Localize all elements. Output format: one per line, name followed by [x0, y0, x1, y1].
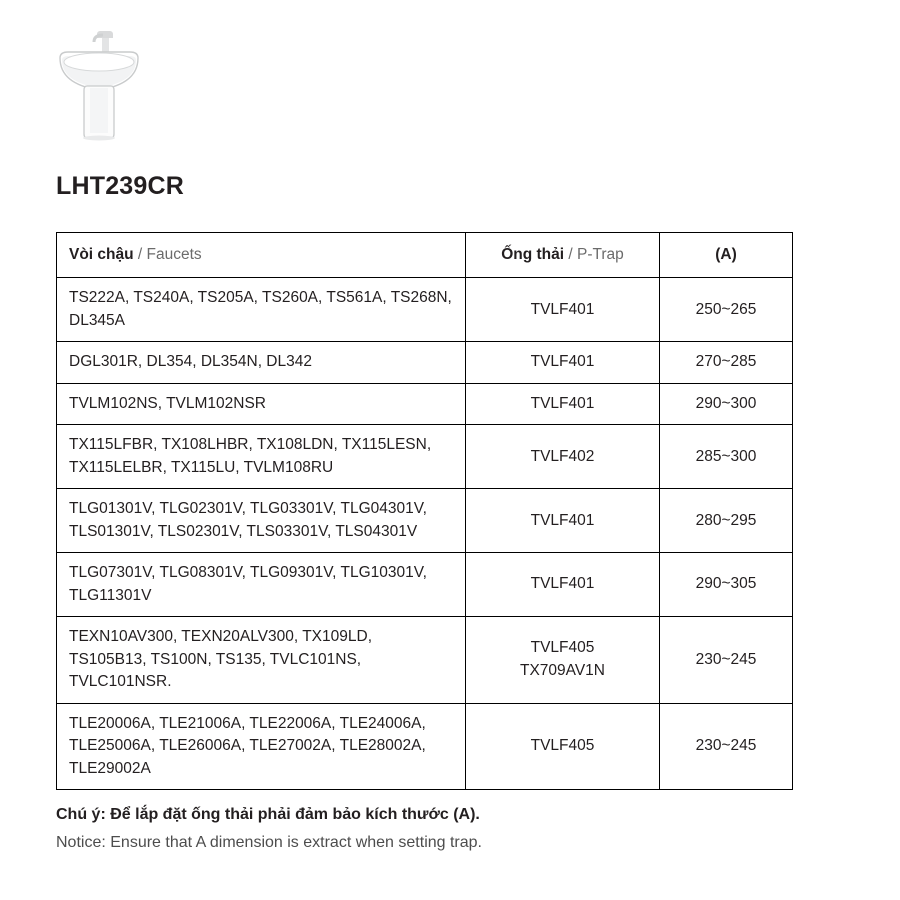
cell-trap: TVLF402	[466, 425, 660, 489]
cell-dimension: 285~300	[660, 425, 793, 489]
washbasin-illustration	[48, 22, 188, 142]
note-vietnamese: Chú ý: Để lắp đặt ống thải phải đảm bảo kích thước (A).	[56, 806, 480, 823]
header-dimension	[660, 233, 793, 278]
header-faucets-en: Faucets	[146, 246, 202, 263]
cell-trap: TVLF405 TX709AV1N	[466, 617, 660, 703]
header-faucets	[57, 233, 466, 278]
cell-dimension: 290~300	[660, 383, 793, 424]
table-row	[57, 553, 793, 617]
cell-dimension: 250~265	[660, 278, 793, 342]
spec-table	[56, 232, 793, 790]
cell-faucets: TLG01301V, TLG02301V, TLG03301V, TLG04301V, TLS01301V, TLS02301V, TLS03301V, TLS04301V	[57, 489, 466, 553]
header-trap-en: P-Trap	[576, 246, 624, 263]
page-title: LHT239CR	[56, 172, 185, 200]
cell-trap: TVLF401	[466, 278, 660, 342]
header-trap-separator: /	[564, 246, 577, 263]
cell-faucets: TVLM102NS, TVLM102NSR	[57, 383, 466, 424]
table-header	[57, 233, 793, 278]
cell-trap: TVLF401	[466, 489, 660, 553]
table-row	[57, 617, 793, 703]
cell-faucets: TEXN10AV300, TEXN20ALV300, TX109LD, TS105B13, TS100N, TS135, TVLC101NS, TVLC101NSR.	[57, 617, 466, 703]
cell-dimension: 280~295	[660, 489, 793, 553]
cell-dimension: 270~285	[660, 342, 793, 383]
note-english: Notice: Ensure that A dimension is extract when setting trap.	[56, 834, 482, 851]
table-row	[57, 278, 793, 342]
cell-trap: TVLF401	[466, 553, 660, 617]
header-faucets-separator: /	[133, 246, 147, 263]
cell-dimension: 230~245	[660, 617, 793, 703]
table-row	[57, 489, 793, 553]
table-body	[57, 278, 793, 790]
cell-faucets: DGL301R, DL354, DL354N, DL342	[57, 342, 466, 383]
header-trap-vi: Ống thải	[501, 246, 565, 263]
cell-faucets: TLG07301V, TLG08301V, TLG09301V, TLG10301V, TLG11301V	[57, 553, 466, 617]
cell-dimension: 230~245	[660, 703, 793, 789]
header-dimension-label: (A)	[715, 246, 737, 263]
cell-faucets: TX115LFBR, TX108LHBR, TX108LDN, TX115LESN, TX115LELBR, TX115LU, TVLM108RU	[57, 425, 466, 489]
table-row	[57, 425, 793, 489]
cell-trap: TVLF401	[466, 342, 660, 383]
table-row	[57, 703, 793, 789]
header-trap	[466, 233, 660, 278]
table-row	[57, 342, 793, 383]
cell-faucets: TLE20006A, TLE21006A, TLE22006A, TLE24006A, TLE25006A, TLE26006A, TLE27002A, TLE28002A, TLE29002A	[57, 703, 466, 789]
cell-dimension: 290~305	[660, 553, 793, 617]
table-header-row	[57, 233, 793, 278]
cell-trap: TVLF405	[466, 703, 660, 789]
cell-trap: TVLF401	[466, 383, 660, 424]
header-faucets-vi: Vòi chậu	[69, 246, 134, 263]
cell-faucets: TS222A, TS240A, TS205A, TS260A, TS561A, TS268N, DL345A	[57, 278, 466, 342]
table-row	[57, 383, 793, 424]
